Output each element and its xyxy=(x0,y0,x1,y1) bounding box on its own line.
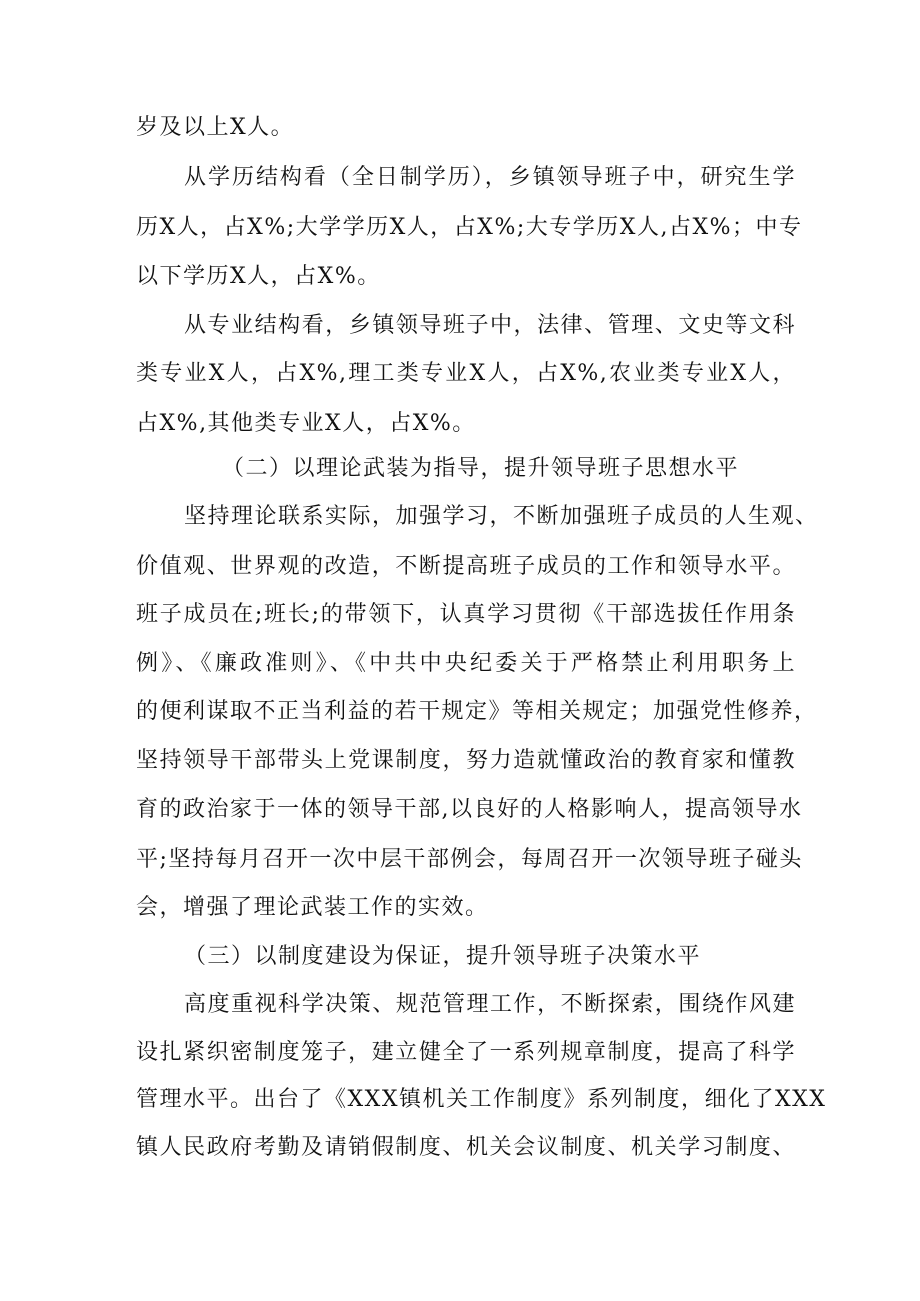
paragraph-line: 从专业结构看，乡镇领导班子中，法律、管理、文史等文科 xyxy=(184,313,796,338)
paragraph-line: 管理水平。出台了《XXX镇机关工作制度》系列制度，细化了XXX xyxy=(136,1087,827,1112)
paragraph-line: 以下学历X人，占X%。 xyxy=(136,264,381,289)
paragraph-line: 平;坚持每月召开一次中层干部例会，每周召开一次领导班子碰头 xyxy=(136,847,803,872)
paragraph-line: 会，增强了理论武装工作的实效。 xyxy=(136,895,489,920)
paragraph-line: 例》、《廉政准则》、《中共中央纪委关于严格禁止利用职务上 xyxy=(136,651,796,676)
paragraph-line: 设扎紧织密制度笼子，建立健全了一系列规章制度，提高了科学 xyxy=(136,1040,796,1065)
section-heading: （三）以制度建设为保证，提升领导班子决策水平 xyxy=(184,944,702,969)
paragraph-line: 坚持领导干部带头上党课制度，努力造就懂政治的教育家和懂教 xyxy=(136,748,796,773)
section-heading: （二）以理论武装为指导，提升领导班子思想水平 xyxy=(222,456,740,481)
text-line: 岁及以上X人。 xyxy=(136,115,295,140)
paragraph-line: 类专业X人，占X%,理工类专业X人，占X%,农业类专业X人， xyxy=(136,361,796,386)
paragraph-line: 育的政治家于一体的领导干部,以良好的人格影响人，提高领导水 xyxy=(136,797,803,822)
paragraph-line: 坚持理论联系实际，加强学习，不断加强班子成员的人生观、 xyxy=(184,504,819,529)
paragraph-line: 高度重视科学决策、规范管理工作，不断探索，围绕作风建 xyxy=(184,992,796,1017)
paragraph-line: 从学历结构看（全日制学历），乡镇领导班子中，研究生学 xyxy=(184,165,796,190)
paragraph-line: 占X%,其他类专业X人，占X%。 xyxy=(136,411,476,436)
paragraph-line: 历X人，占X%;大学学历X人，占X%;大专学历X人,占X%；中专 xyxy=(136,215,803,240)
paragraph-line: 的便利谋取不正当利益的若干规定》等相关规定；加强党性修养， xyxy=(136,699,818,724)
paragraph-line: 班子成员在;班长;的带领下，认真学习贯彻《干部选拔任作用条 xyxy=(136,602,796,627)
paragraph-line: 镇人民政府考勤及请销假制度、机关会议制度、机关学习制度、 xyxy=(136,1135,796,1160)
paragraph-line: 价值观、世界观的改造，不断提高班子成员的工作和领导水平。 xyxy=(136,554,796,579)
